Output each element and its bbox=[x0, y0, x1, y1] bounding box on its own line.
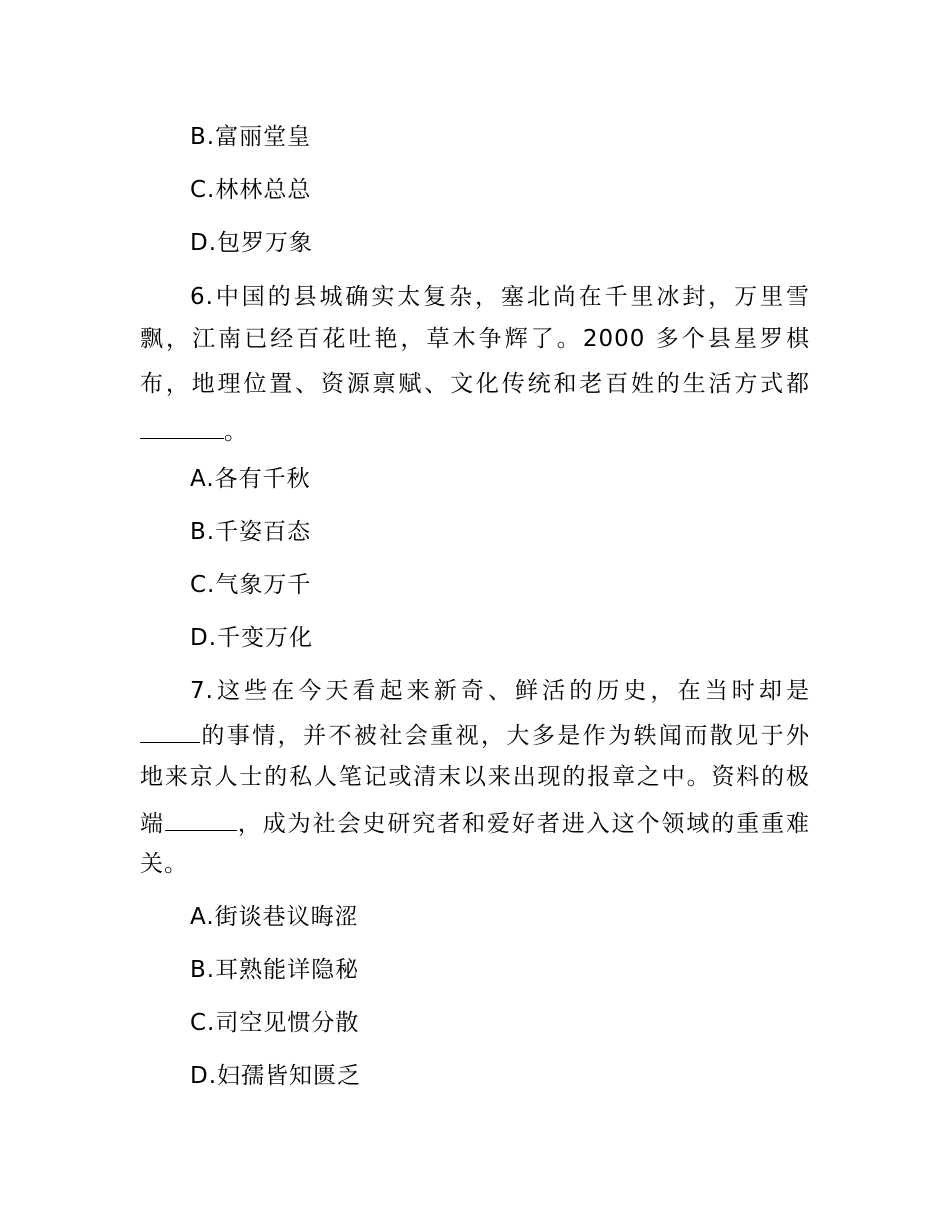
q7-stem-line-3: 地来京人士的私人笔记或清末以来出现的报章之中。资料的极 bbox=[140, 764, 810, 790]
q7-stem-line-5: 关。 bbox=[140, 851, 188, 877]
q7-stem-line-2-end: 的事情，并不被社会重视，大多是作为轶闻而散见于外 bbox=[200, 723, 810, 749]
q6-option-c: C.气象万千 bbox=[190, 572, 312, 598]
q7-option-a: A.街谈巷议晦涩 bbox=[190, 904, 359, 930]
q6-answer-blank bbox=[140, 414, 224, 439]
q6-option-d: D.千变万化 bbox=[190, 625, 314, 651]
q7-stem-line-4 bbox=[140, 806, 810, 839]
q7-answer-blank-1 bbox=[140, 718, 200, 743]
q6-stem-line-1: 6.中国的县城确实太复杂，塞北尚在千里冰封，万里雪 bbox=[190, 284, 810, 310]
q7-stem-line-4-end: ，成为社会史研究者和爱好者进入这个领域的重重难 bbox=[236, 811, 811, 837]
q7-answer-blank-2 bbox=[165, 806, 237, 831]
q7-stem-line-2 bbox=[140, 718, 810, 751]
q6-stem-line-4-end: 。 bbox=[224, 419, 248, 445]
q6-stem-line-2: 飘，江南已经百花吐艳，草木争辉了。2000 多个县星罗棋 bbox=[140, 326, 810, 352]
q6-stem-line-4 bbox=[140, 414, 248, 447]
q5-option-d: D.包罗万象 bbox=[190, 230, 314, 256]
q7-option-c: C.司空见惯分散 bbox=[190, 1010, 360, 1036]
q5-option-c: C.林林总总 bbox=[190, 177, 312, 203]
q7-option-d: D.妇孺皆知匮乏 bbox=[190, 1063, 362, 1089]
q6-stem-line-3: 布，地理位置、资源禀赋、文化传统和老百姓的生活方式都 bbox=[140, 371, 810, 397]
q6-option-b: B.千姿百态 bbox=[190, 519, 312, 545]
q7-stem-line-1: 7.这些在今天看起来新奇、鲜活的历史，在当时却是 bbox=[190, 678, 810, 704]
q7-stem-line-4-start: 端 bbox=[140, 811, 165, 837]
q7-option-b: B.耳熟能详隐秘 bbox=[190, 957, 360, 983]
q6-option-a: A.各有千秋 bbox=[190, 466, 311, 492]
q5-option-b: B.富丽堂皇 bbox=[190, 124, 312, 150]
